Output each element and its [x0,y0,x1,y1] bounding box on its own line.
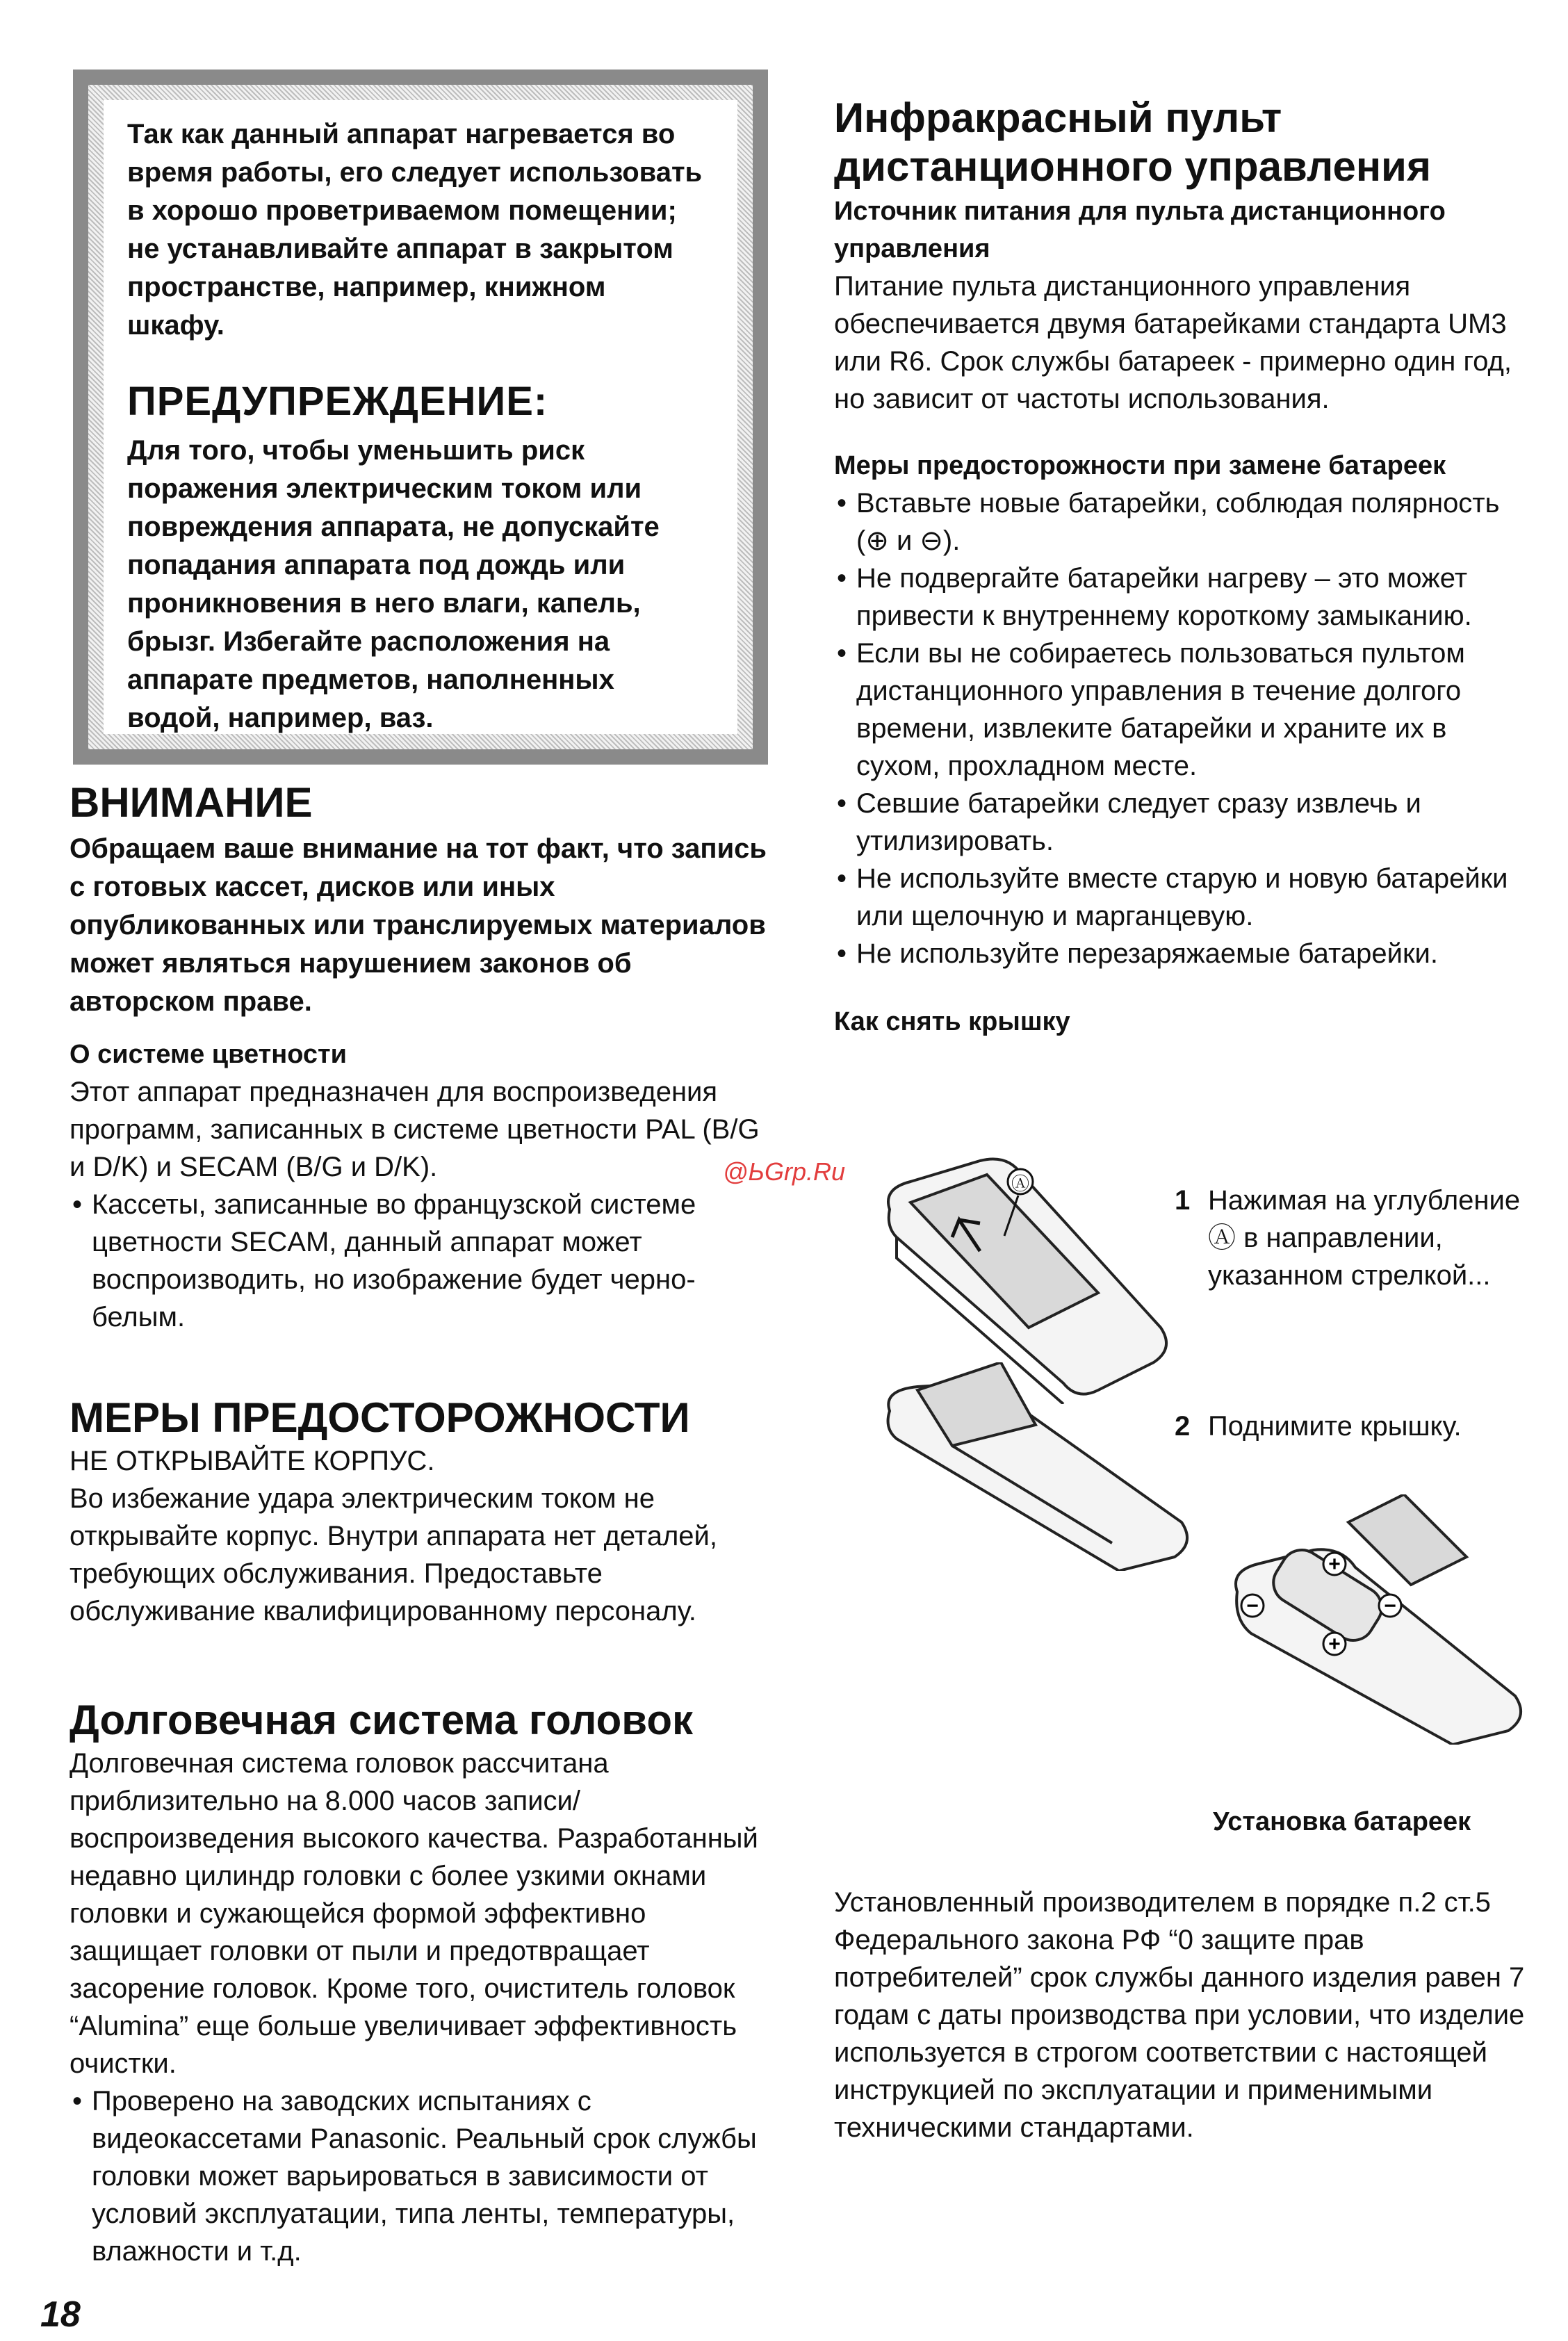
battery-install-diagram [1223,1494,1529,1745]
minus-sign: − [1384,1594,1396,1617]
list-item: • Вставьте новые батарейки, соблюдая полярность (⊕ и ⊖). [834,484,1529,560]
precautions-title: МЕРЫ ПРЕДОСТОРОЖНОСТИ [70,1394,690,1441]
attention-section [70,778,771,1021]
warning-box [73,70,768,765]
precautions-text: Во избежание удара электрическим током не открывайте корпус. Внутри аппарата нет деталей, требующих обслуживания. Предоставьте обслуживание квалифицированному персоналу. [70,1483,717,1626]
battery-precautions-title: Меры предосторожности при замене батареек [834,451,1446,480]
color-system-text: Этот аппарат предназначен для воспроизведения программ, записанных в системе цветности PAL (B/G и D/K) и SECAM (B/G и D/K). [70,1077,760,1182]
remote-power-title: Источник питания для пульта дистанционного управления [834,197,1446,263]
plus-sign: + [1328,1633,1341,1656]
remove-cover-title: Как снять крышку [834,1007,1070,1036]
list-item: • Севшие батарейки следует сразу извлечь и утилизировать. [834,785,1529,860]
attention-title: ВНИМАНИЕ [70,779,313,826]
color-system-bullets [70,1186,771,1336]
step-2-text: Поднимите крышку. [1208,1411,1462,1442]
list-item: • Не подвергайте батарейки нагреву – это может привести к внутреннему короткому замыканию. [834,560,1529,635]
minus-sign: − [1246,1594,1259,1617]
precautions-section [70,1394,771,1630]
remote-title: Инфракрасный пульт дистанционного управления [834,95,1431,190]
battery-bullets [834,484,1529,972]
watermark: @ЬGrp.Ru [723,1157,846,1186]
precautions-line1: НЕ ОТКРЫВАЙТЕ КОРПУС. [70,1446,435,1476]
list-item: • Кассеты, записанные во французской системе цветности SECAM, данный аппарат может воспроизводить, но изображение будет черно-белым. [70,1186,771,1336]
warning-box-inner [104,100,737,734]
list-item: • Не используйте вместе старую и новую батарейки или щелочную и марганцевую. [834,860,1529,935]
attention-text: Обращаем ваше внимание на тот факт, что запись с готовых кассет, дисков или иных опубликованных или транслируемых материалов может являться нарушением законов об авторском праве. [70,833,767,1017]
page-number: 18 [40,2294,81,2335]
heads-bullets [70,2082,771,2270]
warning-title: ПРЕДУПРЕЖДЕНИЕ: [127,379,548,424]
color-system-section [70,1036,771,1336]
heads-section [70,1696,771,2270]
install-batteries-caption: Установка батареек [1213,1807,1471,1836]
list-item: • Не используйте перезаряжаемые батарейки. [834,935,1529,972]
remote-section [834,94,1529,1041]
remote-control-illustration [1236,1542,1521,1745]
color-system-title: О системе цветности [70,1040,348,1069]
ventilation-warning: Так как данный аппарат нагревается во время работы, его следует использовать в хорошо проветриваемом помещении; не устанавливайте аппарат в закрытом пространстве, например, книжном шкафу. [127,119,703,341]
heads-text: Долговечная система головок рассчитана приблизительно на 8.000 часов записи/ воспроизведения высокого качества. Разработанный недавно цилиндр головки с более узкими окнами головки и сужающейся формой эффективно защищает головки от пыли и предотвращает засорение головок. Кроме того, очиститель головок “Alumina” еще больше увеличивает эффективность очистки. [70,1748,758,2079]
plus-sign: + [1328,1553,1341,1576]
step-2-number: 2 [1175,1411,1191,1442]
warning-text: Для того, чтобы уменьшить риск поражения электрическим током или повреждения аппарата, не допускайте попадания аппарата под дождь или проникновения в него влаги, капель, брызг. Избегайте расположения на аппарате предметов, наполненных водой, например, ваз. [127,435,660,733]
list-item: • Проверено на заводских испытаниях с видеокассетами Panasonic. Реальный срок службы головки может варьироваться в зависимости от условий эксплуатации, типа ленты, температуры, влажности и т.д. [70,2082,771,2270]
service-life-text: Установленный производителем в порядке п.2 ст.5 Федерального закона РФ “0 защите прав потребителей” срок службы данного изделия равен 7 годам с даты производства при условии, что изделие используется в строгом соответствии с настоящей инструкцией по эксплуатации и применимыми техническими стандартами. [834,1887,1525,2143]
step-1-number: 1 [1175,1185,1191,1216]
battery-cover-illustration [1348,1494,1467,1585]
remote-power-text: Питание пульта дистанционного управления обеспечивается двумя батарейками стандарта UM3 или R6. Срок службы батареек - примерно один год, но зависит от частоты использования. [834,271,1512,414]
heads-title: Долговечная система головок [70,1697,694,1743]
remote-lift-cover-diagram [869,1362,1202,1571]
remote-control-illustration [888,1362,1187,1571]
list-item: • Если вы не собираетесь пользоваться пультом дистанционного управления в течение долгого времени, извлеките батарейки и храните их в сухом, прохладном месте. [834,635,1529,785]
step-1-text: Нажимая на углубление Ⓐ в направлении, указанном стрелкой... [1208,1185,1521,1291]
label-a: Ⓐ [1011,1173,1030,1194]
